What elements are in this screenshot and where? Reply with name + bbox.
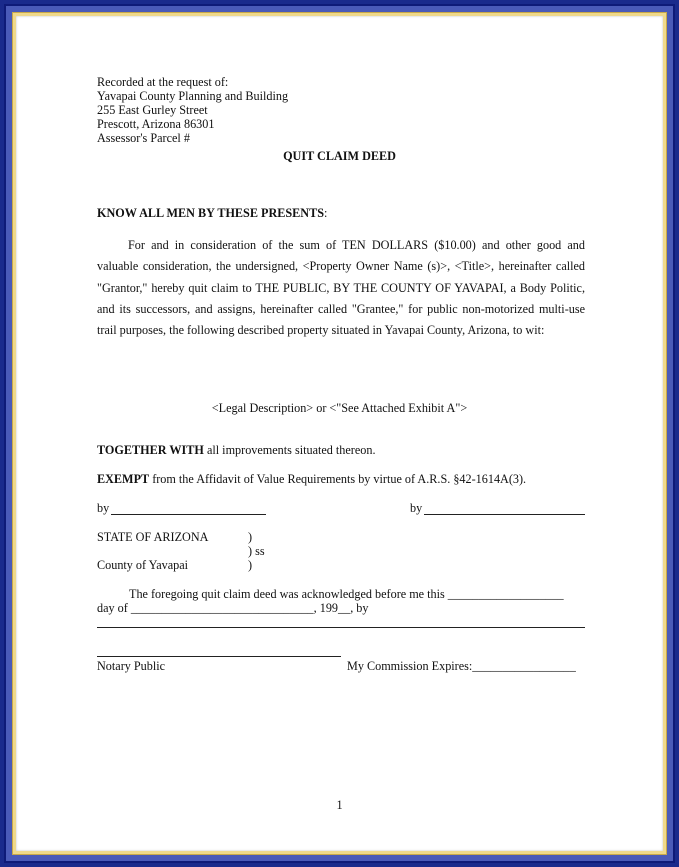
document-page: [16, 16, 663, 851]
document-frame: [4, 4, 675, 863]
know-all-men-text: KNOW ALL MEN BY THESE PRESENTS: [97, 206, 325, 220]
left-signature-line: [111, 514, 266, 515]
commission-expires-label: My Commission Expires:_________________: [347, 659, 576, 673]
know-all-men-heading: [97, 206, 327, 220]
recorded-line-4: Prescott, Arizona 86301: [97, 117, 215, 131]
consideration-paragraph: For and in consideration of the sum of TEN DOLLARS ($10.00) and other good and valuable consideration, the undersigned, <Property Owner Name (s)>, <Title>, hereinafter called "Grantor," hereby quit claim to THE PUBLIC, BY THE COUNTY OF YAVAPAI, a Body Politic, and its successors, and assigns, hereinafter called "Grantee," for public non-motorized multi-use trail purposes, the following described property situated in Yavapai County, Arizona, to wit:: [97, 238, 585, 338]
exempt-rest: from the Affidavit of Value Requirements by virtue of A.R.S. §42-1614A(3).: [149, 472, 527, 486]
acknowledgment-full-line: [97, 627, 585, 628]
page-number: 1: [336, 798, 343, 812]
notary-public-label: Notary Public: [97, 659, 166, 673]
legal-description: <Legal Description> or <"See Attached Exhibit A">: [211, 401, 468, 415]
acknowledgment-line-1: The foregoing quit claim deed was acknowledged before me this ___________________: [129, 587, 564, 601]
notary-signature-line: [97, 656, 341, 657]
know-all-men-colon: :: [324, 206, 328, 220]
together-with-bold: TOGETHER WITH: [97, 443, 204, 457]
exempt-line: [97, 472, 526, 486]
recorded-line-1: Recorded at the request of:: [97, 75, 229, 89]
recorded-line-2: Yavapai County Planning and Building: [97, 89, 289, 103]
recorded-line-3: 255 East Gurley Street: [97, 103, 208, 117]
together-with-line: [97, 443, 376, 457]
venue-ss: ) ss: [248, 544, 265, 558]
deed-title: QUIT CLAIM DEED: [283, 149, 396, 163]
right-signature-line: [424, 514, 585, 515]
exempt-bold: EXEMPT: [97, 472, 150, 486]
acknowledgment-line-2: day of ______________________________, 199__, by: [97, 601, 369, 615]
frame-mat: [12, 12, 667, 855]
recorded-line-5: Assessor's Parcel #: [97, 131, 190, 145]
venue-county: County of Yavapai: [97, 558, 189, 572]
venue-paren-3: ): [248, 558, 253, 572]
left-signature-label: by: [97, 501, 110, 515]
together-with-rest: all improvements situated thereon.: [203, 443, 376, 457]
venue-state: STATE OF ARIZONA: [97, 530, 209, 544]
venue-paren-1: ): [248, 530, 253, 544]
right-signature-label: by: [410, 501, 423, 515]
